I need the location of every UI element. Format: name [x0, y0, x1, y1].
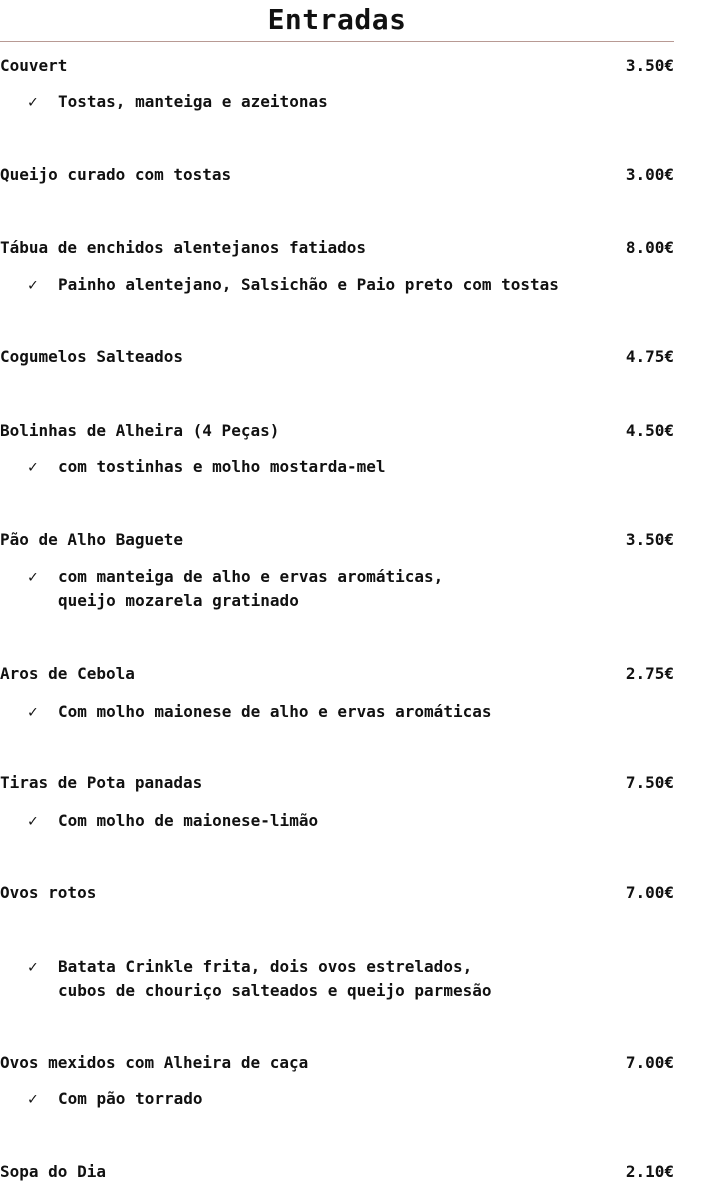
- item-price: 3.50€: [625, 56, 674, 75]
- item-name: Tábua de enchidos alentejanos fatiados: [0, 238, 367, 257]
- title-divider: [0, 41, 674, 42]
- item-description: [28, 809, 668, 833]
- item-price: 4.75€: [625, 347, 674, 366]
- description-line: com tostinhas e molho mostarda-mel: [58, 457, 386, 476]
- description-line: Com pão torrado: [58, 1089, 203, 1108]
- check-icon: ✓: [28, 702, 38, 721]
- item-description: [28, 1087, 668, 1111]
- item-description: [28, 700, 668, 724]
- check-icon: ✓: [28, 567, 38, 586]
- item-name: Ovos mexidos com Alheira de caça: [0, 1053, 309, 1072]
- item-name: Aros de Cebola: [0, 664, 135, 683]
- item-description: [28, 273, 668, 297]
- description-line: Com molho maionese de alho e ervas aromáticas: [58, 702, 492, 721]
- item-price: 4.50€: [625, 421, 674, 440]
- item-name: Tiras de Pota panadas: [0, 773, 203, 792]
- item-name: Sopa do Dia: [0, 1162, 106, 1181]
- item-price: 2.75€: [625, 664, 674, 683]
- check-icon: ✓: [28, 957, 38, 976]
- description-line: Com molho de maionese-limão: [58, 811, 319, 830]
- item-name: Bolinhas de Alheira (4 Peças): [0, 421, 280, 440]
- item-description: [28, 955, 668, 1003]
- item-name: Couvert: [0, 56, 68, 75]
- description-line: com manteiga de alho e ervas aromáticas,: [58, 567, 444, 586]
- item-description: [28, 90, 668, 114]
- description-line: queijo mozarela gratinado: [58, 591, 299, 610]
- item-description: [28, 565, 668, 613]
- menu-item: [0, 346, 674, 368]
- menu-item: [0, 237, 674, 259]
- menu-item: [0, 420, 674, 442]
- item-description: [28, 455, 668, 479]
- check-icon: ✓: [28, 457, 38, 476]
- menu-item: [0, 55, 674, 77]
- item-price: 7.00€: [625, 1053, 674, 1072]
- item-name: Ovos rotos: [0, 883, 97, 902]
- menu-item: [0, 772, 674, 794]
- check-icon: ✓: [28, 811, 38, 830]
- description-line: Painho alentejano, Salsichão e Paio preto com tostas: [58, 275, 559, 294]
- menu-item: [0, 1161, 674, 1183]
- item-price: 7.50€: [625, 773, 674, 792]
- item-price: 3.00€: [625, 165, 674, 184]
- item-price: 3.50€: [625, 530, 674, 549]
- item-name: Cogumelos Salteados: [0, 347, 184, 366]
- menu-item: [0, 882, 674, 904]
- item-name: Queijo curado com tostas: [0, 165, 232, 184]
- description-line: Batata Crinkle frita, dois ovos estrelados,: [58, 957, 473, 976]
- check-icon: ✓: [28, 1089, 38, 1108]
- menu-item: [0, 663, 674, 685]
- check-icon: ✓: [28, 92, 38, 111]
- menu-item: [0, 529, 674, 551]
- item-price: 2.10€: [625, 1162, 674, 1181]
- item-price: 7.00€: [625, 883, 674, 902]
- menu-item: [0, 164, 674, 186]
- description-line: Tostas, manteiga e azeitonas: [58, 92, 328, 111]
- page-title: Entradas: [267, 3, 407, 36]
- menu-item: [0, 1052, 674, 1074]
- check-icon: ✓: [28, 275, 38, 294]
- item-price: 8.00€: [625, 238, 674, 257]
- item-name: Pão de Alho Baguete: [0, 530, 184, 549]
- description-line: cubos de chouriço salteados e queijo parmesão: [58, 981, 492, 1000]
